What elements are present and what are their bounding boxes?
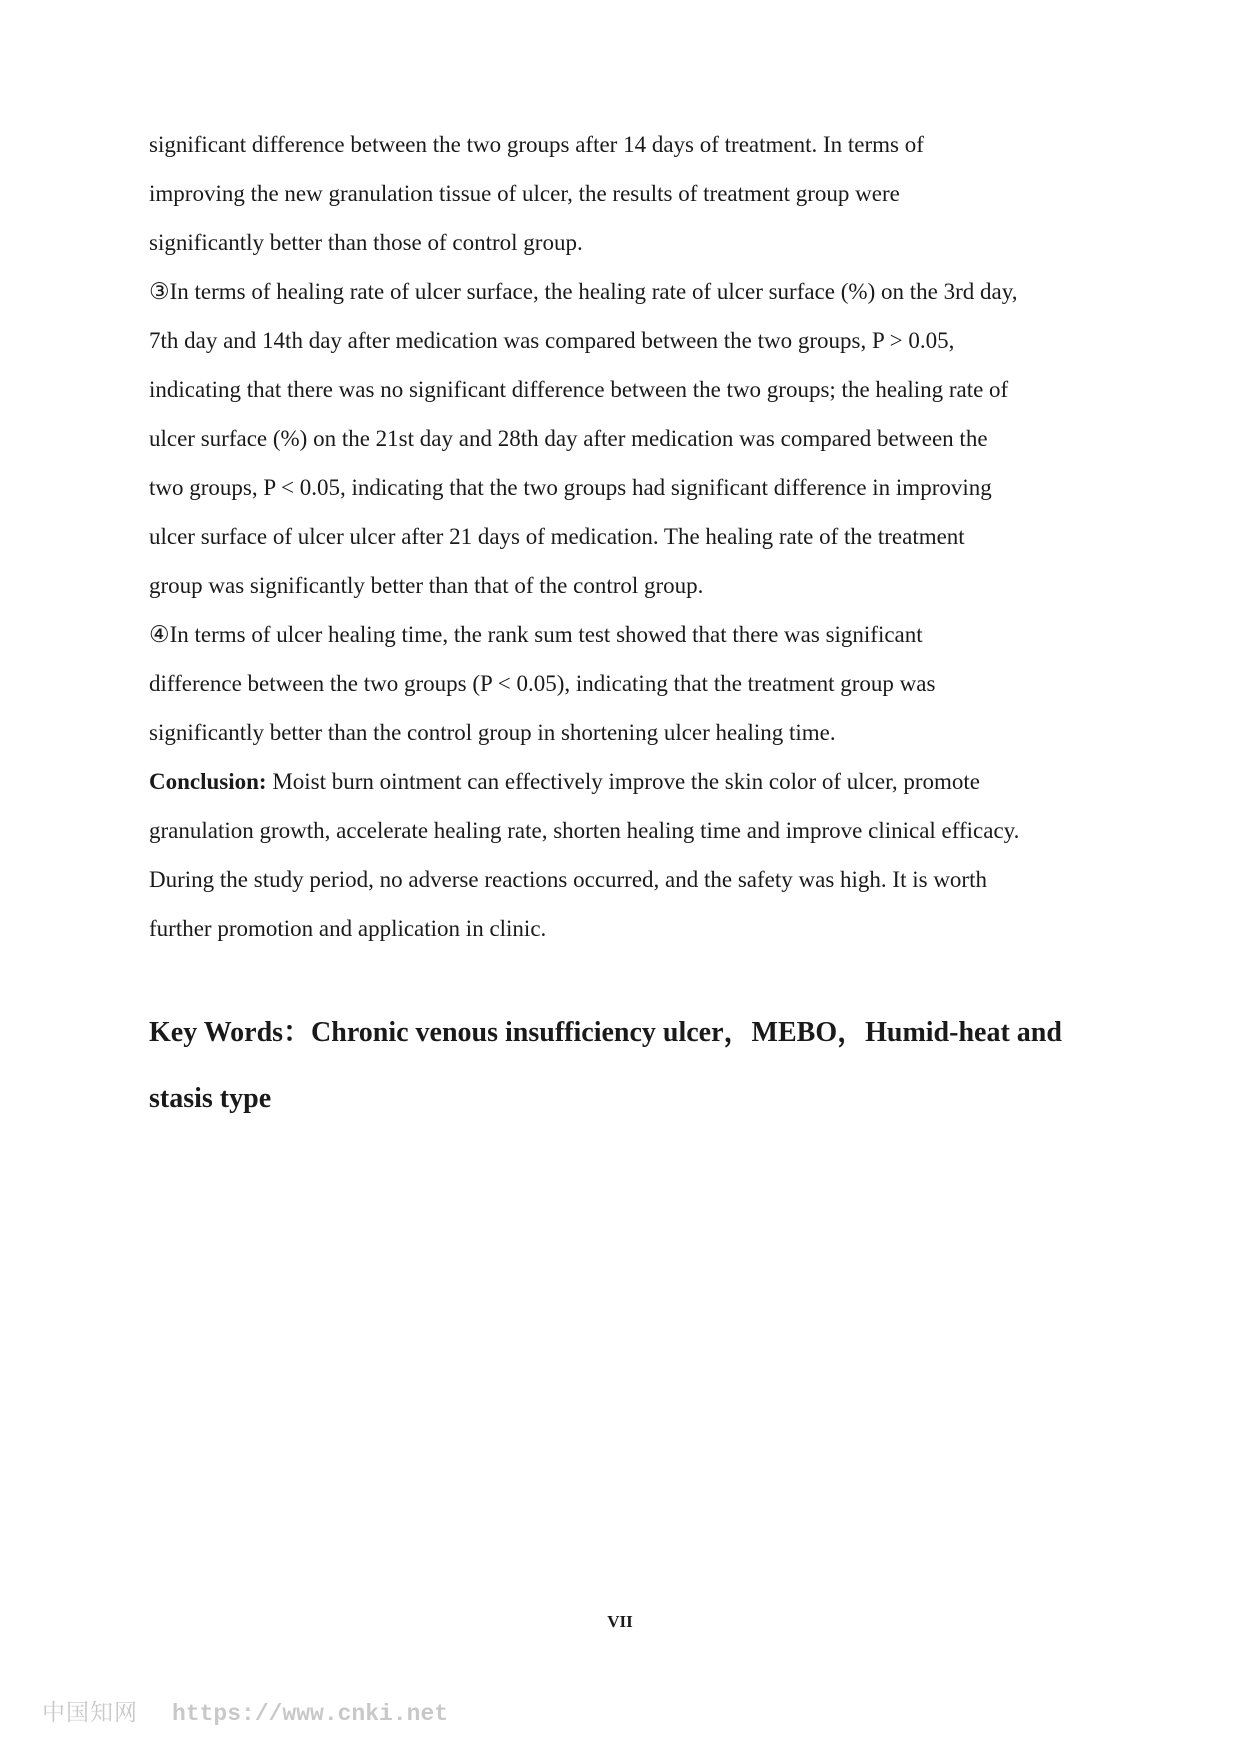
- cnki-watermark: [42, 1694, 448, 1727]
- conclusion-first-line: [149, 757, 1109, 806]
- text-line: ulcer surface (%) on the 21st day and 28th day after medication was compared between the: [149, 426, 988, 451]
- text-line: difference between the two groups (P < 0.05), indicating that the treatment group was: [149, 671, 936, 696]
- text-line: indicating that there was no significant difference between the two groups; the healing rate of: [149, 377, 1009, 402]
- watermark-url: https://www.cnki.net: [172, 1701, 449, 1727]
- conclusion-label: Conclusion:: [149, 769, 267, 794]
- abstract-body: [149, 120, 1109, 953]
- text-line: ulcer surface of ulcer ulcer after 21 days of medication. The healing rate of the treatment: [149, 524, 965, 549]
- text-line: two groups, P < 0.05, indicating that the two groups had significant difference in improving: [149, 475, 992, 500]
- text-line: granulation growth, accelerate healing rate, shorten healing time and improve clinical efficacy.: [149, 818, 1020, 843]
- text-line: improving the new granulation tissue of ulcer, the results of treatment group were: [149, 181, 900, 206]
- text-line: significant difference between the two groups after 14 days of treatment. In terms of: [149, 132, 924, 157]
- page-number: VII: [607, 1612, 633, 1631]
- text-line: significantly better than those of control group.: [149, 230, 583, 255]
- watermark-site-name: 中国知网: [42, 1700, 138, 1726]
- keywords-line: Key Words：Chronic venous insufficiency ulcer，MEBO，Humid-heat and: [149, 1017, 1062, 1048]
- keywords-line: stasis type: [149, 1083, 272, 1114]
- text-line: significantly better than the control group in shortening ulcer healing time.: [149, 720, 836, 745]
- text-line: During the study period, no adverse reactions occurred, and the safety was high. It is worth: [149, 867, 987, 892]
- text-line: further promotion and application in clinic.: [149, 916, 547, 941]
- text-line: ④In terms of ulcer healing time, the rank sum test showed that there was significant: [149, 622, 923, 647]
- text-line: ③In terms of healing rate of ulcer surface, the healing rate of ulcer surface (%) on the 3rd day,: [149, 279, 1018, 304]
- conclusion-text: Moist burn ointment can effectively improve the skin color of ulcer, promote: [266, 769, 980, 794]
- text-line: group was significantly better than that of the control group.: [149, 573, 704, 598]
- text-line: 7th day and 14th day after medication was compared between the two groups, P > 0.05,: [149, 328, 955, 353]
- keywords-section: [149, 1000, 1109, 1132]
